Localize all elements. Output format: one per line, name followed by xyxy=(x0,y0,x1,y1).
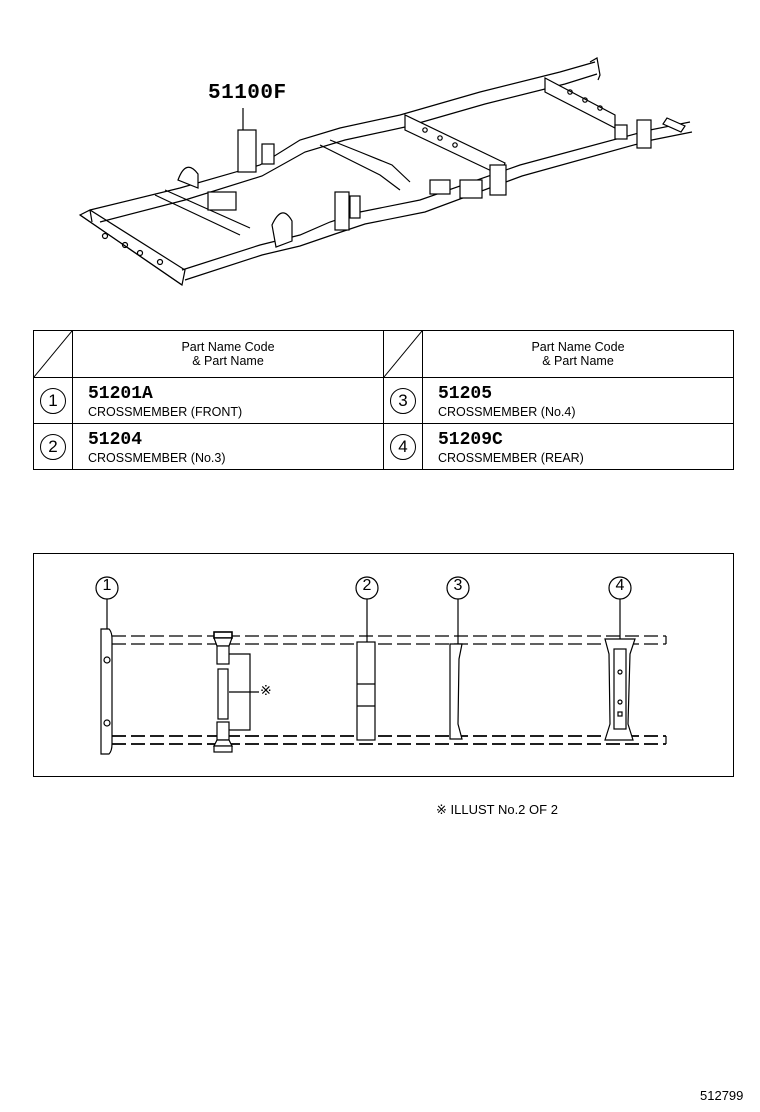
part-name: CROSSMEMBER (FRONT) xyxy=(88,404,243,419)
ref-circle: 1 xyxy=(40,388,66,414)
table-row xyxy=(34,424,734,470)
main-part-code: 51100F xyxy=(208,82,287,105)
header-line2: & Part Name xyxy=(542,354,614,368)
ref-number-cell xyxy=(34,424,73,470)
part-code[interactable]: 51201A xyxy=(88,383,153,404)
header-part-name-code xyxy=(73,331,384,378)
part-cell[interactable] xyxy=(423,424,734,470)
part-code[interactable]: 51204 xyxy=(88,429,143,450)
part-name: CROSSMEMBER (REAR) xyxy=(438,450,584,465)
document-number: 512799 xyxy=(700,1088,744,1103)
illustration-note: ※ ILLUST No.2 OF 2 xyxy=(436,802,558,817)
ref-circle: 3 xyxy=(390,388,416,414)
header-line2: & Part Name xyxy=(192,354,264,368)
header-part-name-code xyxy=(423,331,734,378)
frame-illustration xyxy=(0,0,760,310)
part-name: CROSSMEMBER (No.4) xyxy=(438,404,576,419)
part-cell[interactable] xyxy=(423,378,734,424)
parts-table xyxy=(33,330,734,470)
part-cell[interactable] xyxy=(73,424,384,470)
ref-number-cell xyxy=(34,378,73,424)
part-code[interactable]: 51209C xyxy=(438,429,503,450)
part-name: CROSSMEMBER (No.3) xyxy=(88,450,226,465)
callout-3: 3 xyxy=(453,577,463,594)
diagonal-line-icon xyxy=(34,331,72,377)
header-line1: Part Name Code xyxy=(531,340,625,354)
diagonal-header-cell xyxy=(34,331,73,378)
crossmember-layout-diagram xyxy=(33,553,734,777)
callout-1: 1 xyxy=(102,577,112,594)
ref-number-cell xyxy=(384,378,423,424)
callout-2: 2 xyxy=(362,577,372,594)
ref-circle: 2 xyxy=(40,434,66,460)
table-row xyxy=(34,378,734,424)
part-code[interactable]: 51205 xyxy=(438,383,493,404)
callout-4: 4 xyxy=(615,577,625,594)
ref-number-cell xyxy=(384,424,423,470)
header-line1: Part Name Code xyxy=(181,340,275,354)
diagonal-line-icon xyxy=(384,331,422,377)
diagonal-header-cell xyxy=(384,331,423,378)
table-header-row xyxy=(34,331,734,378)
part-cell[interactable] xyxy=(73,378,384,424)
reference-mark-icon: ※ xyxy=(260,682,272,698)
ref-circle: 4 xyxy=(390,434,416,460)
